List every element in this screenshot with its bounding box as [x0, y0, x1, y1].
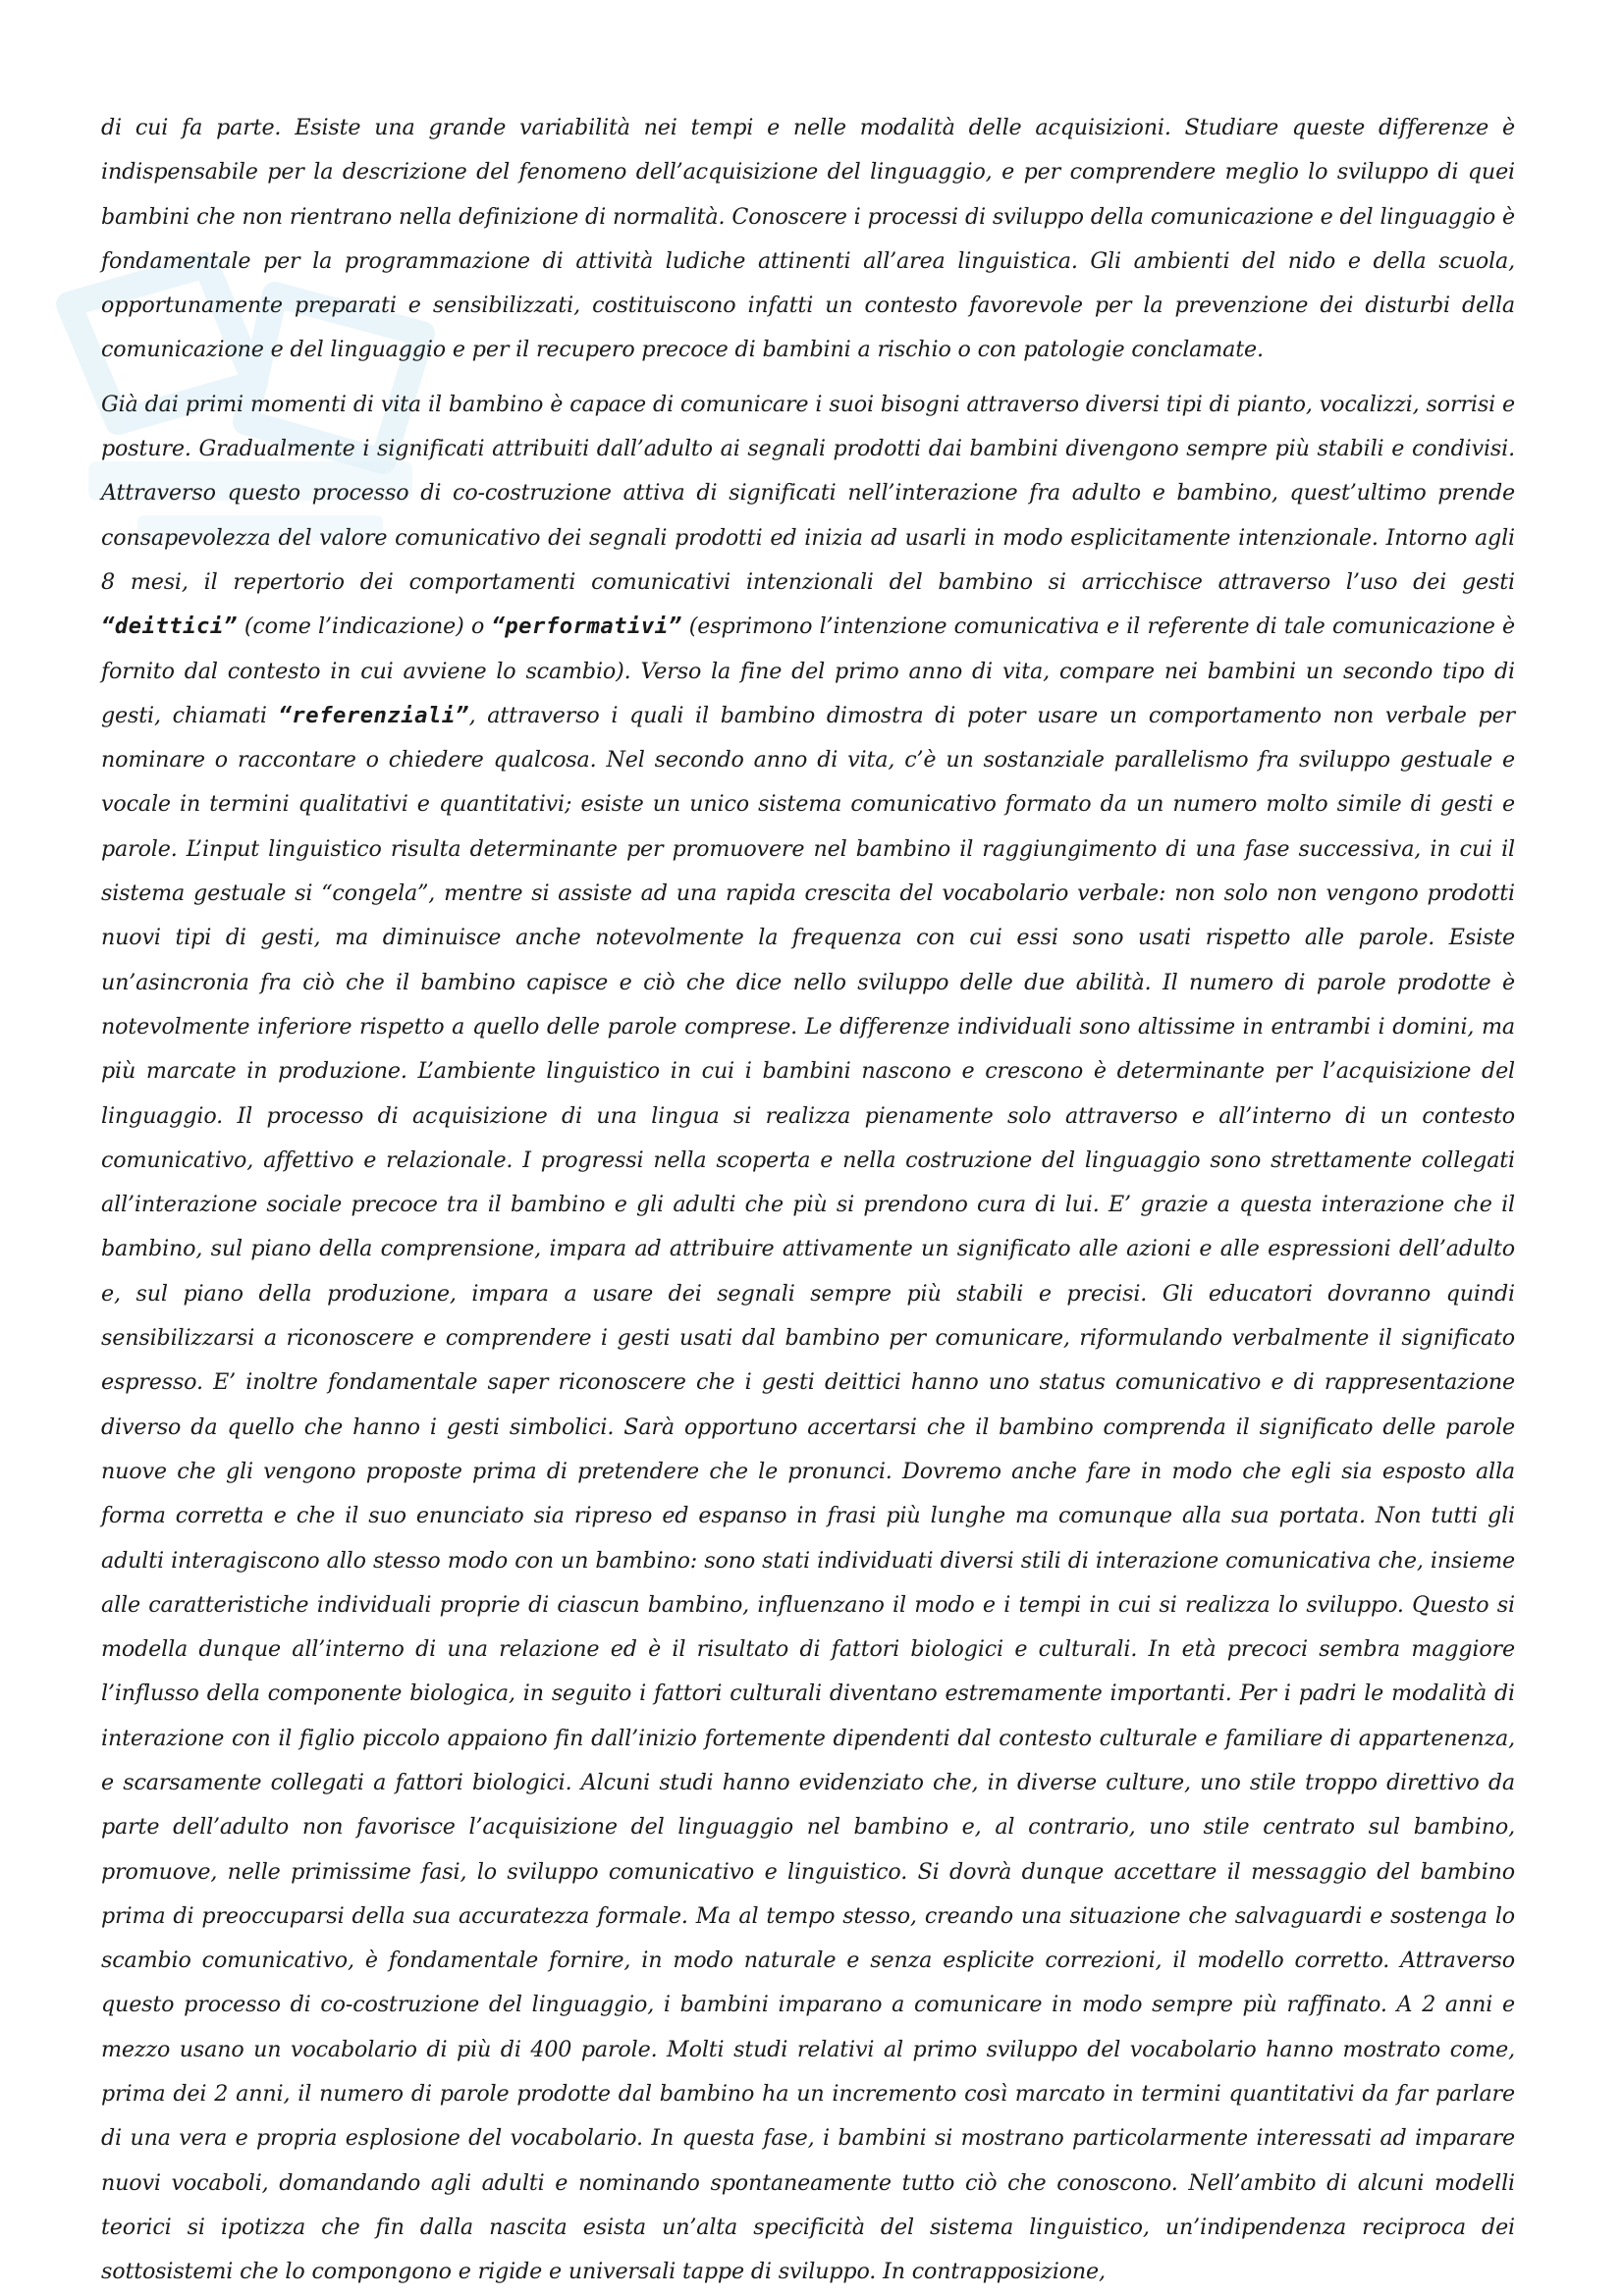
text-run: (esprimono l’intenzione comunicativa e il referente di tale comunicazione è fornito dal contesto in cui avviene lo scambio). Verso la fine del primo anno di vita, compare nei bambini un secondo tipo di gesti, chiamati	[101, 614, 1515, 728]
text-run: Già dai primi momenti di vita il bambino è capace di comunicare i suoi bisogni attraverso diversi tipi di pianto, vocalizzi, sorrisi e posture. Gradualmente i significati attribuiti dall’adulto ai segnali prodotti dai bambini divengono sempre più stabili e condivisi. Attraverso questo processo di co-costruzione attiva di significati nell’interazione fra adulto e bambino, quest’ultimo prende consapevolezza del valore comunicativo dei segnali prodotti ed inizia ad usarli in modo esplicitamente intenzionale. Intorno agli 8 mesi, il repertorio dei comportamenti comunicativi intenzionali del bambino si arricchisce attraverso l’uso dei gesti	[101, 391, 1515, 595]
paragraph	[101, 383, 1515, 2295]
text-run: (come l’indicazione) o	[237, 614, 492, 640]
text-run: , attraverso i quali il bambino dimostra di poter usare un comportamento non verbale per nominare o raccontare o chiedere qualcosa. Nel secondo anno di vita, c’è un sostanziale parallelismo fra sviluppo gestuale e vocale in termini qualitativi e quantitativi; esiste un unico sistema comunicativo formato da un numero molto simile di gesti e parole. L’input linguistico risulta determinante per promuovere nel bambino il raggiungimento di una fase successiva, in cui il sistema gestuale si “congela”, mentre si assiste ad una rapida crescita del vocabolario verbale: non solo non vengono prodotti nuovi tipi di gesti, ma diminuisce anche notevolmente la frequenza con cui essi sono usati rispetto alle parole. Esiste un’asincronia fra ciò che il bambino capisce e ciò che dice nello sviluppo delle due abilità. Il numero di parole prodotte è notevolmente inferiore rispetto a quello delle parole comprese. Le differenze individuali sono altissime in entrambi i domini, ma più marcate in produzione. L’ambiente linguistico in cui i bambini nascono e crescono è determinante per l’acquisizione del linguaggio. Il processo di acquisizione di una lingua si realizza pienamente solo attraverso e all’interno di un contesto comunicativo, affettivo e relazionale. I progressi nella scoperta e nella costruzione del linguaggio sono strettamente collegati all’interazione sociale precoce tra il bambino e gli adulti che più si prendono cura di lui. E’ grazie a questa interazione che il bambino, sul piano della comprensione, impara ad attribuire attivamente un significato alle azioni e alle espressioni dell’adulto e, sul piano della produzione, impara a usare dei segnali sempre più stabili e precisi. Gli educatori dovranno quindi sensibilizzarsi a riconoscere e comprendere i gesti usati dal bambino per comunicare, riformulando verbalmente il significato espresso. E’ inoltre fondamentale saper riconoscere che i gesti deittici hanno uno status comunicativo e di rappresentazione diverso da quello che hanno i gesti simbolici. Sarà opportuno accertarsi che il bambino comprenda il significato delle parole nuove che gli vengono proposte prima di pretendere che le pronunci. Dovremo anche fare in modo che egli sia esposto alla forma corretta e che il suo enunciato sia ripreso ed espanso in frasi più lunghe ma comunque alla sua portata. Non tutti gli adulti interagiscono allo stesso modo con un bambino: sono stati individuati diversi stili di interazione comunicativa che, insieme alle caratteristiche individuali proprie di ciascun bambino, influenzano il modo e i tempi in cui si realizza lo sviluppo. Questo si modella dunque all’interno di una relazione ed è il risultato di fattori biologici e culturali. In età precoci sembra maggiore l’influsso della componente biologica, in seguito i fattori culturali diventano estremamente importanti. Per i padri le modalità di interazione con il figlio piccolo appaiono fin dall’inizio fortemente dipendenti dal contesto culturale e familiare di appartenenza, e scarsamente collegati a fattori biologici. Alcuni studi hanno evidenziato che, in diverse culture, uno stile troppo direttivo da parte dell’adulto non favorisce l’acquisizione del linguaggio nel bambino e, al contrario, uno stile centrato sul bambino, promuove, nelle primissime fasi, lo sviluppo comunicativo e linguistico. Si dovrà dunque accettare il messaggio del bambino prima di preoccuparsi della sua accuratezza formale. Ma al tempo stesso, creando una situazione che salvaguardi e sostenga lo scambio comunicativo, è fondamentale fornire, in modo naturale e senza esplicite correzioni, il modello corretto. Attraverso questo processo di co-costruzione del linguaggio, i bambini imparano a comunicare in modo sempre più raffinato. A 2 anni e mezzo usano un vocabolario di più di 400 parole. Molti studi relativi al primo sviluppo del vocabolario hanno mostrato come, prima dei 2 anni, il numero di parole prodotte dal bambino ha un incremento così marcato in termini quantitativi da far parlare di una vera e propria esplosione del vocabolario. In questa fase, i bambini si mostrano particolarmente interessati ad imparare nuovi vocaboli, domandando agli adulti e nominando spontaneamente tutto ciò che conoscono. Nell’ambito di alcuni modelli teorici si ipotizza che fin dalla nascita esista un’alta specificità del sistema linguistico, un’indipendenza reciproca dei sottosistemi che lo compongono e rigide e universali tappe di sviluppo. In contrapposizione,	[101, 702, 1515, 2285]
body-text	[101, 106, 1515, 2295]
term-referenziali: “referenziali”	[278, 702, 469, 728]
term-deittici: “deittici”	[101, 614, 238, 640]
paragraph: di cui fa parte. Esiste una grande variabilità nei tempi e nelle modalità delle acquisizioni. Studiare queste differenze è indispensabile per la descrizione del fenomeno dell’acquisizione del linguaggio, e per comprendere meglio lo sviluppo di quei bambini che non rientrano nella definizione di normalità. Conoscere i processi di sviluppo della comunicazione e del linguaggio è fondamentale per la programmazione di attività ludiche attinenti all’area linguistica. Gli ambienti del nido e della scuola, opportunamente preparati e sensibilizzati, costituiscono infatti un contesto favorevole per la prevenzione dei disturbi della comunicazione e del linguaggio e per il recupero precoce di bambini a rischio o con patologie conclamate.	[101, 115, 1515, 363]
term-performativi: “performativi”	[491, 614, 682, 640]
